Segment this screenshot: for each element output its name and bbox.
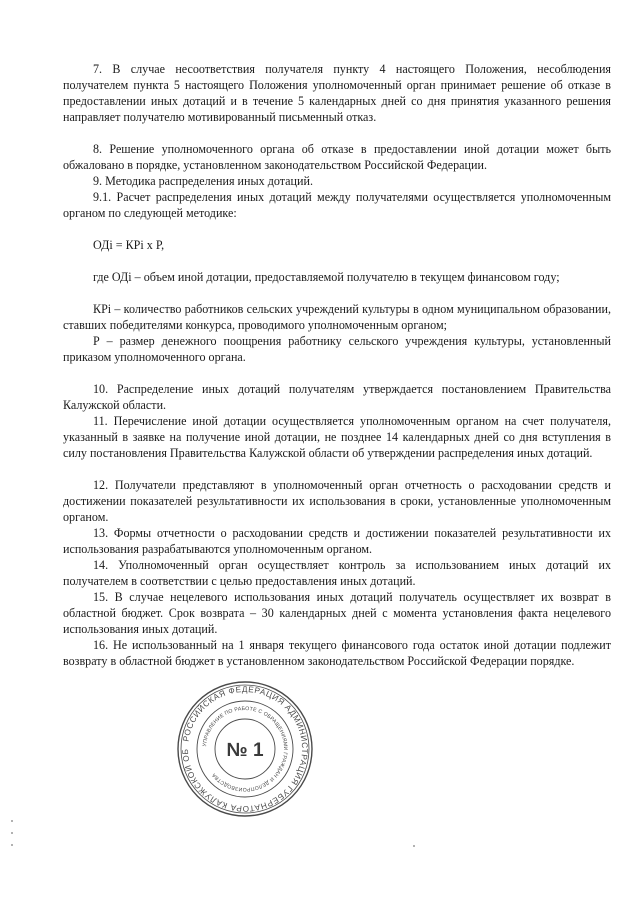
seal-graphic xyxy=(176,680,314,818)
formula: ОДi = КРi х Р, xyxy=(93,238,165,252)
paragraph-8: 8. Решение уполномоченного органа об отказе в предоставлении иной дотации может быть обжаловано в порядке, установленном законодательством Российской Федерации. xyxy=(63,142,611,172)
seal-inner-text: УПРАВЛЕНИЕ ПО РАБОТЕ С ОБРАЩЕНИЯМИ ГРАЖДАН И ДЕЛОПРОИЗВОДСТВА xyxy=(202,705,289,793)
scan-speck xyxy=(11,832,13,834)
seal-number: № 1 xyxy=(226,740,264,761)
paragraph-7: 7. В случае несоответствия получателя пункту 4 настоящего Положения, несоблюдения получателем пункта 5 настоящего Положения уполномоченный орган принимает решение об отказе в предоставлении иных дотаций и в течение 5 календарных дней со дня принятия указанного решения направляет получателю мотивированный письменный отказ. xyxy=(63,62,611,124)
definition-p: Р – размер денежного поощрения работнику сельского учреждения культуры, установленный приказом уполномоченного органа. xyxy=(63,334,611,364)
paragraph-11: 11. Перечисление иной дотации осуществляется уполномоченным органом на счет получателя, указанный в заявке на получение иной дотации, не позднее 14 календарных дней со дня вступления в силу постановления Правительства Калужской области об утверждении распределения иных дотаций. xyxy=(63,414,611,460)
paragraph-16: 16. Не использованный на 1 января текущего финансового года остаток иной дотации подлежит возврату в областной бюджет в установленном законодательством Российской Федерации порядке. xyxy=(63,638,611,668)
paragraph-13: 13. Формы отчетности о расходовании средств и достижении показателей результативности их использования разрабатываются уполномоченным органом. xyxy=(63,526,611,556)
paragraph-12: 12. Получатели представляют в уполномоченный орган отчетность о расходовании средств и достижении показателей результативности их использования в сроки, установленные уполномоченным органом. xyxy=(63,478,611,524)
paragraph-9: 9. Методика распределения иных дотаций. xyxy=(93,174,313,188)
seal-outer-text: РОССИЙСКАЯ ФЕДЕРАЦИЯ АДМИНИСТРАЦИЯ ГУБЕРНАТОРА КАЛУЖСКОЙ ОБ xyxy=(180,684,310,814)
scan-speck xyxy=(11,844,13,846)
definition-kri: КРi – количество работников сельских учреждений культуры в одном муниципальном образовании, ставших победителями конкурса, проводимого уполномоченным органом; xyxy=(63,302,611,332)
scan-speck xyxy=(413,845,415,847)
official-seal xyxy=(176,680,314,818)
paragraph-14: 14. Уполномоченный орган осуществляет контроль за использованием иных дотаций их получателем в соответствии с целью предоставления иных дотаций. xyxy=(63,558,611,588)
scan-speck xyxy=(11,820,13,822)
paragraph-10: 10. Распределение иных дотаций получателям утверждается постановлением Правительства Калужской области. xyxy=(63,382,611,412)
definition-odi: где ОДi – объем иной дотации, предоставляемой получателю в текущем финансовом году; xyxy=(93,270,560,284)
paragraph-15: 15. В случае нецелевого использования иных дотаций получатель осуществляет их возврат в областной бюджет. Срок возврата – 30 календарных дней с момента установления факта нецелевого использования иных дотаций. xyxy=(63,590,611,636)
paragraph-9-1: 9.1. Расчет распределения иных дотаций между получателями осуществляется уполномоченным органом по следующей методике: xyxy=(63,190,611,220)
